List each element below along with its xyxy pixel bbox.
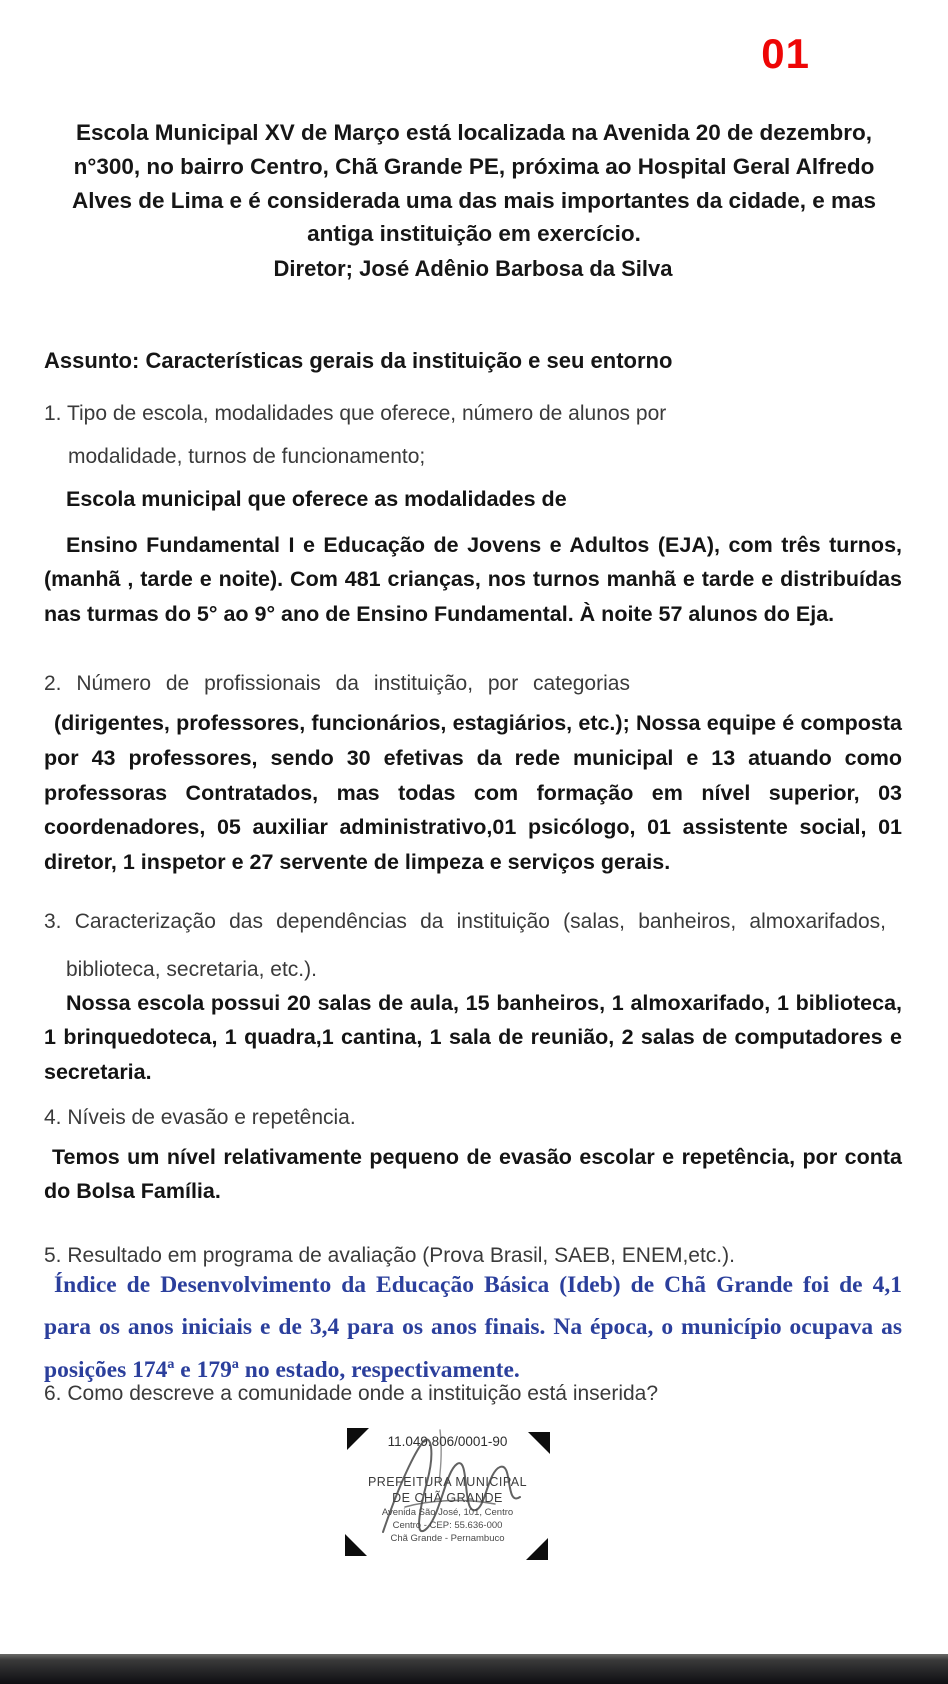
question-3: 3. Caracterização das dependências da instituição (salas, banheiros, almoxarifados, biblioteca, secretaria, etc.). (44, 910, 886, 982)
question-6: 6. Como descreve a comunidade onde a instituição está inserida? (44, 1382, 659, 1405)
answer-2: (dirigentes, professores, funcionários, estagiários, etc.); Nossa equipe é composta por 43 professores, sendo 30 efetivas da rede municipal e 13 atuando como professoras Contratados, mas todas com formação em nível superior, 03 coordenadores, 05 auxiliar administrativo,01 psicólogo, 01 assistente social, 01 diretor, 1 inspetor e 27 servente de limpeza e serviços gerais. (44, 711, 902, 875)
prefeitura-stamp (345, 1426, 550, 1564)
answer-1: Ensino Fundamental I e Educação de Jovens e Adultos (EJA), com três turnos, (manhã , tarde e noite). Com 481 crianças, nos turnos manhã e tarde e distribuídas nas turmas do 5° ao 9° ano de Ensino Fundamental. À noite 57 alunos do Eja. (44, 533, 902, 626)
question-1: 1. Tipo de escola, modalidades que oferece, número de alunos por modalidade, turnos de funcionamento; (44, 402, 667, 469)
answer-4: Temos um nível relativamente pequeno de evasão escolar e repetência, por conta do Bolsa Família. (44, 1145, 902, 1204)
stamp-address-line3: Chã Grande - Pernambuco (390, 1533, 505, 1544)
answer-1-lead: Escola municipal que oferece as modalidades de (66, 487, 567, 511)
stamp-address-line1: Avenida São José, 101, Centro (381, 1507, 514, 1518)
subject-heading: Assunto: Características gerais da instituição e seu entorno (44, 348, 673, 373)
scan-edge-bar (0, 1654, 948, 1684)
page-number: 01 (761, 30, 810, 77)
question-5: 5. Resultado em programa de avaliação (Prova Brasil, SAEB, ENEM,etc.). (44, 1244, 735, 1267)
answer-3: Nossa escola possui 20 salas de aula, 15 banheiros, 1 almoxarifado, 1 biblioteca, 1 brinquedoteca, 1 quadra,1 cantina, 1 sala de reunião, 2 salas de computadores e secretaria. (44, 991, 902, 1084)
question-4: 4. Níveis de evasão e repetência. (44, 1106, 356, 1129)
question-2: 2. Número de profissionais da instituição, por categorias (44, 672, 630, 695)
stamp-org-line2: DE CHÃ GRANDE (392, 1491, 503, 1505)
intro-paragraph: Escola Municipal XV de Março está localizada na Avenida 20 de dezembro, n°300, no bairro Centro, Chã Grande PE, próxima ao Hospital Geral Alfredo Alves de Lima e é considerada uma das mais importantes da cidade, e mas antiga instituição em exercício. (71, 120, 877, 247)
answer-5-ideb: Índice de Desenvolvimento da Educação Básica (Ideb) de Chã Grande foi de 4,1 para os anos iniciais e de 3,4 para os anos finais. Na época, o município ocupava as posições 174ª e 179ª no estado, respectivamente. (44, 1272, 902, 1383)
stamp-cnpj: 11.049.806/0001-90 (387, 1434, 508, 1449)
director-line: Diretor; José Adênio Barbosa da Silva (273, 256, 673, 281)
stamp-org-line1: PREFEITURA MUNICIPAL (367, 1475, 528, 1489)
stamp-address-line2: Centro - CEP: 55.636-000 (392, 1520, 503, 1531)
